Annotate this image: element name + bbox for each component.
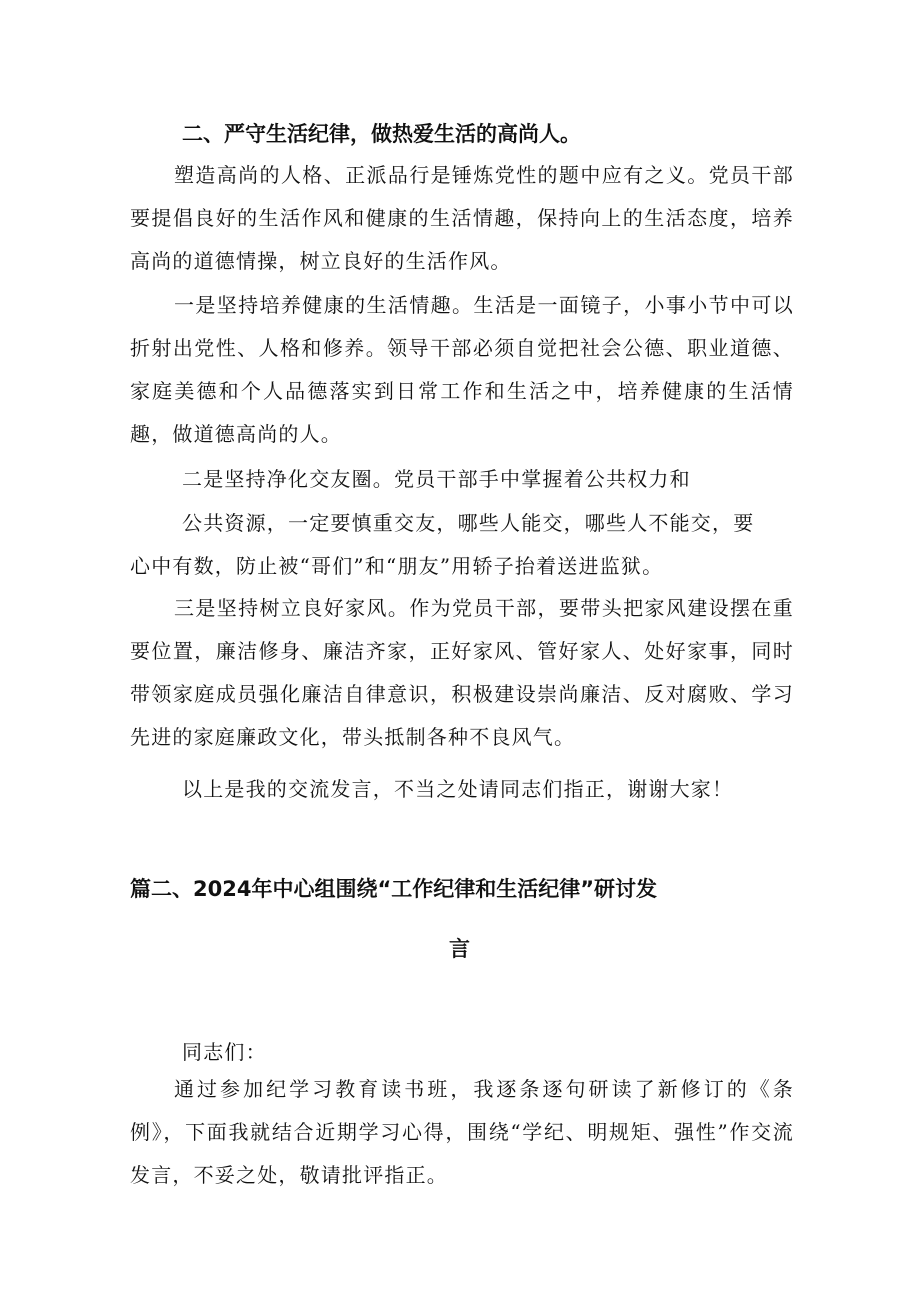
paragraph-point-two-line2: 公共资源，一定要慎重交友，哪些人能交，哪些人不能交，要 [182, 511, 755, 535]
paragraph-point-two-line1: 二是坚持净化交友圈。党员干部手中掌握着公共权力和 [182, 467, 691, 491]
paragraph-point-three: 三是坚持树立良好家风。作为党员干部，要带头把家风建设摆在重要位置，廉洁修身、廉洁齐家，正好家风、管好家人、处好家事，同时带领家庭成员强化廉洁自律意识，积极建设崇尚廉洁、反对腐败、学习先进的家庭廉政文化，带头抵制各种不良风气。 [130, 596, 794, 749]
paragraph-point-one: 一是坚持培养健康的生活情趣。生活是一面镜子，小事小节中可以折射出党性、人格和修养。领导干部必须自觉把社会公德、职业道德、家庭美德和个人品德落实到日常工作和生活之中，培养健康的生活情趣，做道德高尚的人。 [130, 293, 794, 446]
article-title-line1: 篇二、2024年中心组围绕“工作纪律和生活纪律”研讨发 [130, 877, 658, 901]
closing-remark: 以上是我的交流发言，不当之处请同志们指正，谢谢大家！ [182, 777, 734, 801]
paragraph-point-two-line3: 心中有数，防止被“哥们”和“朋友”用轿子抬着送进监狱。 [130, 554, 664, 578]
salutation: 同志们： [182, 1040, 267, 1064]
article-title-line2: 言 [449, 937, 470, 961]
paragraph-opening: 通过参加纪学习教育读书班，我逐条逐句研读了新修订的《条例》，下面我就结合近期学习心得，围绕“学纪、明规矩、强性”作交流发言，不妥之处，敬请批评指正。 [130, 1077, 794, 1187]
section-heading: 二、严守生活纪律，做热爱生活的高尚人。 [182, 122, 581, 146]
paragraph-intro: 塑造高尚的人格、正派品行是锤炼党性的题中应有之义。党员干部要提倡良好的生活作风和健康的生活情趣，保持向上的生活态度，培养高尚的道德情操，树立良好的生活作风。 [130, 163, 794, 273]
